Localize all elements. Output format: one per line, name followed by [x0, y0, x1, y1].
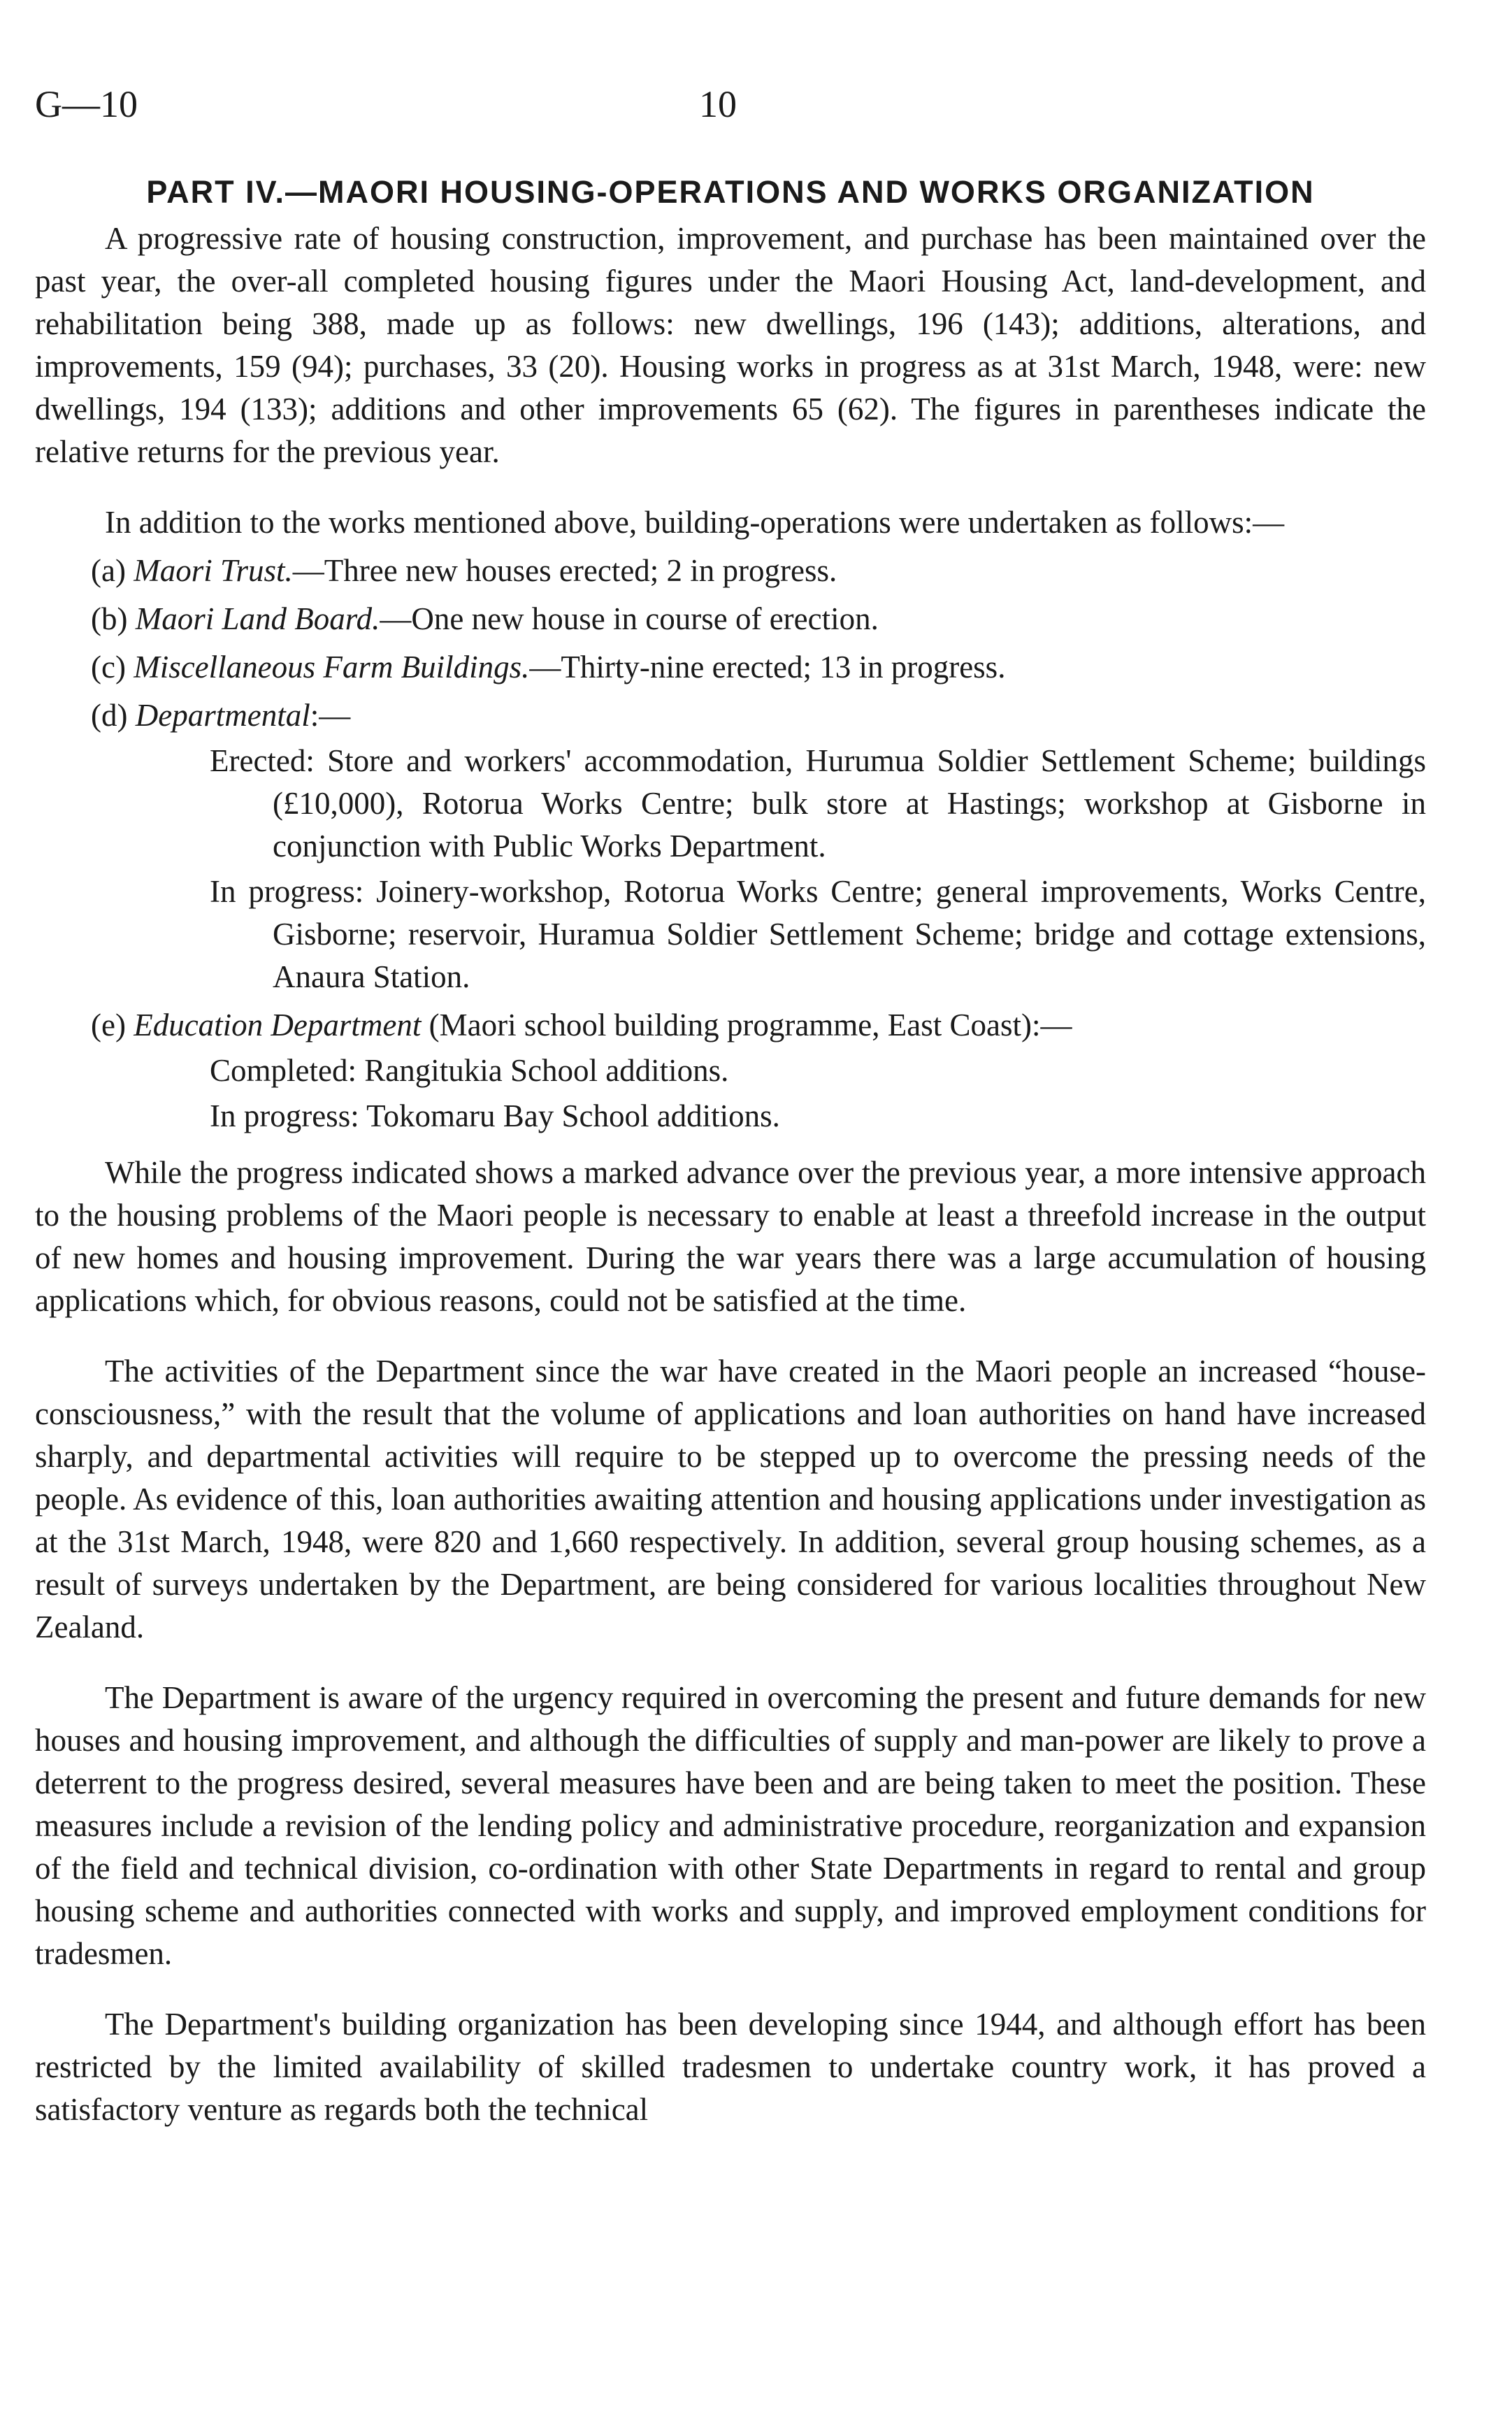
- paragraph-activities: The activities of the Department since the war have created in the Maori people an increased “house-consciousness,” with the result that the volume of applications and loan authorities on hand have increased sharply, and departmental activities will require to be stepped up to overcome the pressing needs of the people. As evidence of this, loan authorities awaiting attention and housing applications under investigation as at the 31st March, 1948, were 820 and 1,660 respectively. In addition, several group housing schemes, as a result of surveys undertaken by the Department, are being considered for various localities throughout New Zealand.: [35, 1354, 1426, 1644]
- paragraph-building-operations-intro: In addition to the works mentioned above, building-operations were undertaken as follows:—: [105, 505, 1285, 540]
- item-text: :—: [310, 698, 351, 733]
- item-text: —Thirty-nine erected; 13 in progress.: [529, 650, 1006, 685]
- part-heading: PART IV.—MAORI HOUSING-OPERATIONS AND WORKS ORGANIZATION: [146, 174, 1315, 210]
- paragraph-urgency: The Department is aware of the urgency required in overcoming the present and future demands for new houses and housing improvement, and although the difficulties of supply and man-power are likely to prove a deterrent to the progress desired, several measures have been and are being taken to meet the position. These measures include a revision of the lending policy and administrative procedure, reorganization and expansion of the field and technical division, co-ordination with other State Departments in regard to rental and group housing scheme and authorities connected with works and supply, and improved employment conditions for tradesmen.: [35, 1680, 1426, 1971]
- list-item-a: [35, 550, 1426, 592]
- departmental-erected: Erected: Store and workers' accommodation, Hurumua Soldier Settlement Scheme; buildings (£10,000), Rotorua Works Centre; bulk store at Hastings; workshop at Gisborne in conjunction with Public Works Department.: [210, 743, 1426, 863]
- item-label: (d): [91, 698, 128, 733]
- running-header: [35, 83, 1433, 131]
- list-item-b: [35, 598, 1426, 640]
- paragraph-housing-summary: A progressive rate of housing construction, improvement, and purchase has been maintained over the past year, the over-all completed housing figures under the Maori Housing Act, land-development, and rehabilitation being 388, made up as follows: new dwellings, 196 (143); additions, alterations, and improvements, 159 (94); purchases, 33 (20). Housing works in progress as at 31st March, 1948, were: new dwellings, 194 (133); additions and other improvements 65 (62). The figures in parentheses indicate the relative returns for the previous year.: [35, 221, 1426, 469]
- paragraph-progress: While the progress indicated shows a marked advance over the previous year, a more intensive approach to the housing problems of the Maori people is necessary to enable at least a threefold increase in the output of new homes and housing improvement. During the war years there was a large accumulation of housing applications which, for obvious reasons, could not be satisfied at the time.: [35, 1155, 1426, 1318]
- list-item-c: [35, 646, 1426, 689]
- document-body: [35, 171, 1426, 2131]
- item-text: (Maori school building programme, East Coast):—: [429, 1008, 1072, 1042]
- item-label: (e): [91, 1008, 126, 1042]
- list-item-e: [35, 1004, 1426, 1047]
- education-in-progress: In progress: Tokomaru Bay School additions.: [210, 1098, 780, 1133]
- item-heading: Education Department: [134, 1008, 422, 1042]
- list-item-d: [35, 694, 1426, 737]
- departmental-in-progress: In progress: Joinery-workshop, Rotorua Works Centre; general improvements, Works Centre, Gisborne; reservoir, Huramua Soldier Settlement Scheme; bridge and cottage extensions, Anaura Station.: [210, 874, 1426, 994]
- item-text: —Three new houses erected; 2 in progress.: [292, 553, 837, 588]
- item-label: (b): [91, 601, 128, 636]
- item-label: (a): [91, 553, 126, 588]
- item-heading: Departmental: [135, 698, 310, 733]
- item-heading: Miscellaneous Farm Buildings.: [134, 650, 530, 685]
- paragraph-building-organization: The Department's building organization has been developing since 1944, and although effort has been restricted by the limited availability of skilled tradesmen to undertake country work, it has proved a satisfactory venture as regards both the technical: [35, 2007, 1426, 2127]
- item-text: —One new house in course of erection.: [380, 601, 879, 636]
- document-reference: G—10: [35, 83, 138, 125]
- education-completed: Completed: Rangitukia School additions.: [210, 1053, 729, 1088]
- item-label: (c): [91, 650, 126, 685]
- item-heading: Maori Trust.: [134, 553, 293, 588]
- page-number: 10: [699, 83, 737, 125]
- item-heading: Maori Land Board.: [135, 601, 380, 636]
